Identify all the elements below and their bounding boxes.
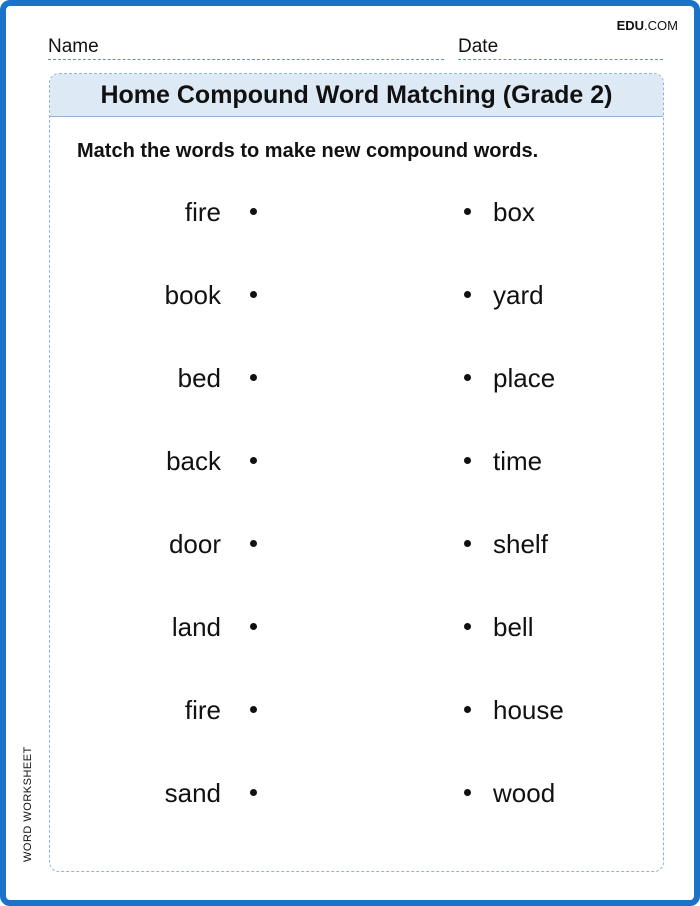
- match-row: [50, 358, 664, 398]
- right-match-dot[interactable]: [464, 208, 471, 215]
- match-row: [50, 441, 664, 481]
- right-match-dot[interactable]: [464, 291, 471, 298]
- right-word: bell: [493, 612, 534, 642]
- right-word: time: [493, 446, 543, 476]
- right-word: shelf: [493, 529, 548, 559]
- worksheet-title: Home Compound Word Matching (Grade 2): [50, 74, 663, 117]
- left-word: land: [171, 612, 221, 642]
- left-match-dot[interactable]: [250, 208, 257, 215]
- date-label: Date: [458, 36, 499, 57]
- left-word: book: [164, 280, 221, 310]
- left-match-dot[interactable]: [250, 374, 257, 381]
- right-word: yard: [493, 280, 544, 310]
- worksheet-panel: [49, 73, 664, 872]
- match-row: [50, 690, 664, 730]
- left-word: fire: [184, 197, 221, 227]
- match-row: [50, 607, 664, 647]
- date-field[interactable]: [458, 36, 663, 60]
- left-word: sand: [164, 778, 221, 808]
- right-match-dot[interactable]: [464, 540, 471, 547]
- side-label: WORD WORKSHEET: [22, 746, 34, 862]
- name-field[interactable]: [48, 36, 444, 60]
- left-word: bed: [177, 363, 221, 393]
- left-match-dot[interactable]: [250, 291, 257, 298]
- right-match-dot[interactable]: [464, 789, 471, 796]
- left-match-dot[interactable]: [250, 706, 257, 713]
- brand-logo: EDU.COM: [616, 18, 678, 33]
- left-match-dot[interactable]: [250, 457, 257, 464]
- right-match-dot[interactable]: [464, 374, 471, 381]
- match-row: [50, 275, 664, 315]
- right-word: house: [493, 695, 564, 725]
- right-word: wood: [493, 778, 556, 808]
- match-row: [50, 524, 664, 564]
- match-row: [50, 773, 664, 813]
- left-match-dot[interactable]: [250, 540, 257, 547]
- right-word: box: [493, 197, 535, 227]
- left-word: fire: [184, 695, 221, 725]
- left-match-dot[interactable]: [250, 623, 257, 630]
- instructions: Match the words to make new compound words.: [77, 140, 539, 162]
- left-word: back: [166, 446, 221, 476]
- match-row: [50, 192, 664, 232]
- right-match-dot[interactable]: [464, 457, 471, 464]
- right-match-dot[interactable]: [464, 706, 471, 713]
- right-match-dot[interactable]: [464, 623, 471, 630]
- right-word: place: [493, 363, 556, 393]
- name-label: Name: [48, 36, 99, 57]
- left-word: door: [168, 529, 221, 559]
- left-match-dot[interactable]: [250, 789, 257, 796]
